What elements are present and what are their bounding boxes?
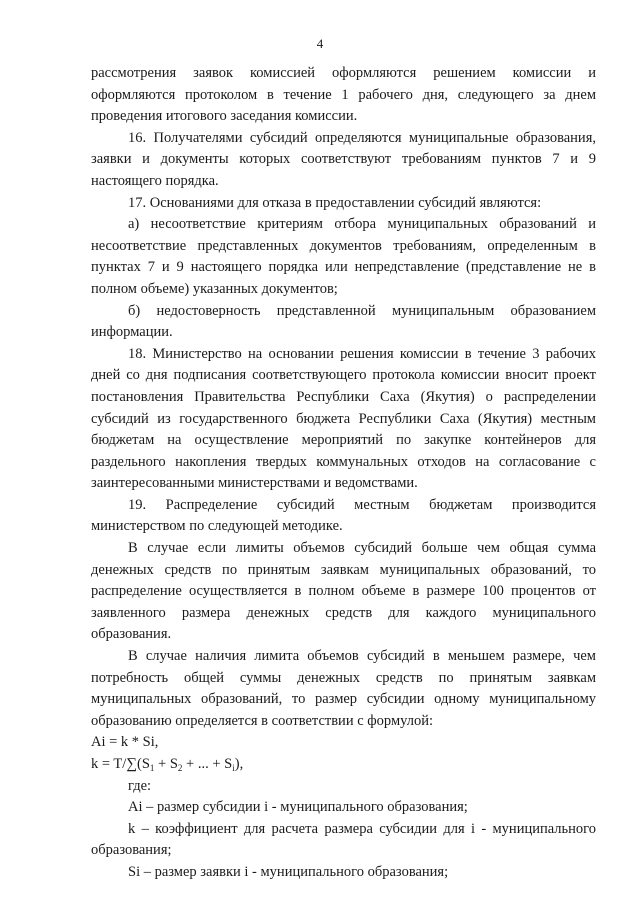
definitions-intro: где: [128, 777, 152, 794]
formula-coefficient [91, 754, 596, 776]
formula-subsidy: Ai = k * Si, [91, 734, 159, 751]
paragraph-continuation: рассмотрения заявок комиссией оформляются решением комиссии и оформляются протоколом в течение 1 рабочего дня, следующего за днем проведения итогового заседания комиссии. [91, 65, 596, 125]
formula-open: (S [137, 756, 150, 772]
paragraph-17b: б) недостоверность представленной муниципальным образованием информации. [91, 302, 596, 341]
page-number: 4 [316, 36, 324, 51]
formula-mid: + ... + S [182, 756, 233, 772]
paragraph-full-distribution: В случае если лимиты объемов субсидий больше чем общая сумма денежных средств по принятым заявкам муниципальных образований, то распределение осуществляется в полном объеме в размере 100 процентов от заявленного размера денежных средств для каждого муниципального образования. [91, 540, 596, 643]
sum-symbol: ∑ [126, 756, 138, 772]
formula-close: ), [234, 756, 244, 772]
document-body [91, 63, 596, 884]
subscript-1: 1 [149, 763, 155, 773]
subscript-i: i [232, 763, 235, 773]
formula-plus: + S [154, 756, 178, 772]
paragraph-17a: а) несоответствие критериям отбора муниципальных образований и несоответствие представленных документов требованиям, определенным в пунктах 7 и 9 настоящего порядка или непредставление (представление не в полном объеме) указанных документов; [91, 216, 596, 297]
definition-k: k – коэффициент для расчета размера субсидии для i - муниципального образования; [91, 820, 596, 859]
paragraph-16: 16. Получателями субсидий определяются муниципальные образования, заявки и документы которых соответствуют требованиям пунктов 7 и 9 настоящего порядка. [91, 129, 596, 189]
subscript-2: 2 [177, 763, 183, 773]
paragraph-limited-distribution: В случае наличия лимита объемов субсидий в меньшем размере, чем потребность общей суммы денежных средств по принятым заявкам муниципальных образований, то размер субсидии одному муниципальному образованию определяется в соответствии с формулой: [91, 648, 596, 729]
paragraph-19: 19. Распределение субсидий местным бюджетам производится министерством по следующей методике. [91, 496, 596, 535]
formula-prefix: k = T/ [91, 756, 127, 772]
paragraph-18: 18. Министерство на основании решения комиссии в течение 3 рабочих дней со дня подписания соответствующего протокола комиссии вносит проект постановления Правительства Республики Саха (Якутия) о распределении субсидий из государственного бюджета Республики Саха (Якутия) местным бюджетам на осуществление мероприятий по закупке контейнеров для раздельного накопления твердых коммунальных отходов на согласование с заинтересованными министерствами и ведомствами. [91, 345, 596, 492]
definition-ai: Ai – размер субсидии i - муниципального образования; [128, 799, 468, 816]
definition-si: Si – размер заявки i - муниципального образования; [128, 863, 449, 880]
paragraph-17: 17. Основаниями для отказа в предоставлении субсидий являются: [128, 194, 542, 211]
